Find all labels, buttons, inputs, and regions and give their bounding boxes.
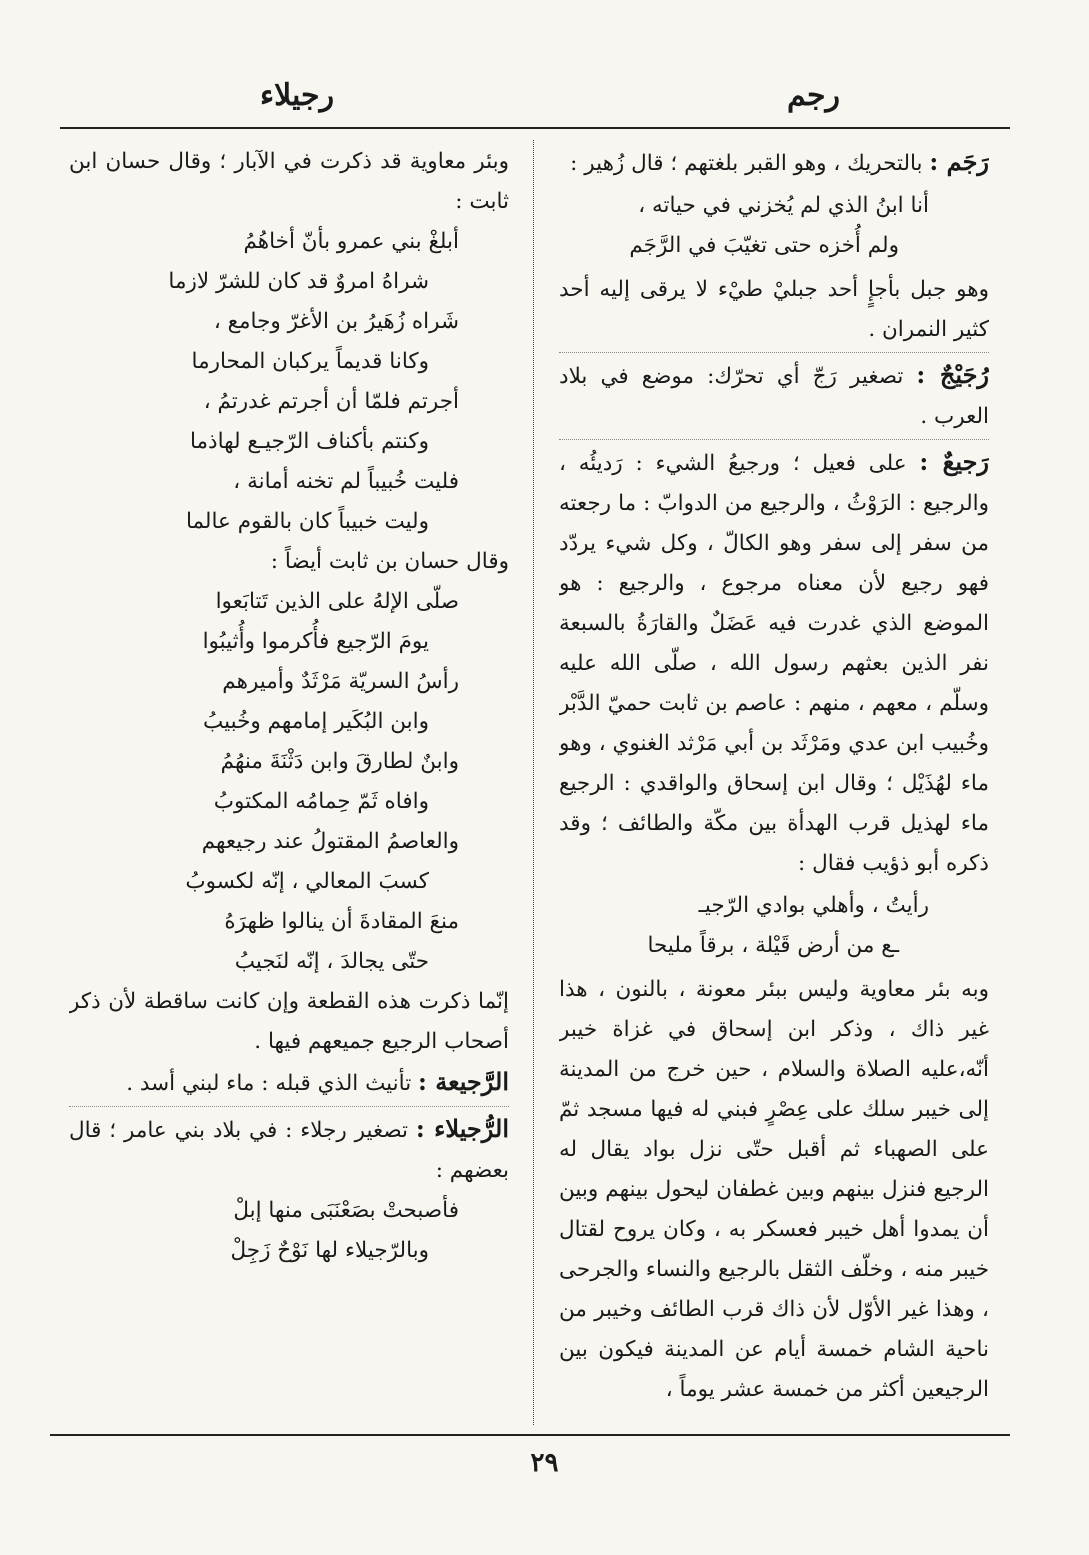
verse-line: أنا ابنُ الذي لم يُخزني في حياته ، <box>638 193 929 218</box>
verse-line: رأيتُ ، وأهلي بوادي الرّجيـ <box>698 893 929 918</box>
headword: الرُّجيلاء : <box>415 1114 509 1143</box>
entry-rajam <box>559 142 989 350</box>
verse-line: شَراه زُهَيرُ بن الأغرّ وجامع ، <box>213 309 459 334</box>
left-column <box>69 142 509 1427</box>
verse-line: وافاه ثَمّ حِمامُه المكتوبُ <box>213 789 429 814</box>
verse <box>69 1191 509 1271</box>
entry-rajeea <box>69 1062 509 1104</box>
verse-line: ولم أُخزه حتى تغيّبَ في الرَّجَم <box>629 233 899 258</box>
verse-line: حتّى يجالدَ ، إنّه لنَجيبُ <box>234 949 429 974</box>
verse-line: وابنٌ لطارقَ وابن دَثْنَةَ منهُمُ <box>220 749 459 774</box>
entry-rujaylaa <box>69 1106 509 1271</box>
page-number: ٢٩ <box>530 1448 559 1478</box>
verse-line: والعاصمُ المقتولُ عند رجيعهم <box>201 829 459 854</box>
verse-line: أجرتم فلمّا أن أجرتم غدرتمُ ، <box>203 389 459 414</box>
verse-line: وبالرّجيلاء لها نَوْحٌ زَجِلْ <box>230 1238 429 1263</box>
verse-line: رأسُ السريّة مَرْثَدٌ وأميرهم <box>222 669 459 694</box>
entry-text: وبه بئر معاوية وليس ببئر معونة ، بالنون ، هذا غير ذاك ، وذكر ابن إسحاق في غزاة خيبر أنّه،عليه الصلاة والسلام ، حين خرج من المدينة إلى خيبر سلك على عِصْرٍ فبني له فيها مسجد ثمّ على الصهباء ثم أقبل حتّى نزل بواد يقال له الرجيع فنزل بينهم وبين غطفان ليحول بينهم وبين أن يمدوا أهل خيبر فعسكر به ، وكان يروح لقتال خيبر منه ، وخلّف الثقل بالرجيع والنساء والجرحى ، وهذا غير الأوّل لأن ذاك قرب الطائف وخيبر من ناحية الشام خمسة أيام عن المدينة فيكون بين الرجيعين أكثر من خمسة عشر يوماً ، <box>559 977 989 1402</box>
running-head-left: رجيلاء <box>260 78 335 113</box>
headword: الرَّجيعة : <box>418 1067 509 1096</box>
verse-line: فليت خُبيباً لم تخنه أمانة ، <box>233 469 459 494</box>
verse-line: صلّى الإلهُ على الذين تَتابَعوا <box>215 589 459 614</box>
headword: رُجَيْجٌ : <box>916 360 989 389</box>
intro-text: وقال حسان بن ثابت أيضاً : <box>270 549 509 574</box>
header-rule <box>60 127 1010 129</box>
verse-line: كسبَ المعالي ، إنّه لكسوبُ <box>185 869 429 894</box>
running-head-right: رجم <box>787 78 840 113</box>
poem-hassan-2 <box>69 582 509 982</box>
verse-line: وليت خبيباً كان بالقوم عالما <box>185 509 429 534</box>
editor-note: إنّما ذكرت هذه القطعة وإن كانت ساقطة لأن ذكر أصحاب الرجيع جميعهم فيها . <box>69 989 509 1054</box>
entry-text: تصغير رجلاء : في بلاد بني عامر ؛ قال بعضهم : <box>69 1118 509 1183</box>
verse-line: أبلغْ بني عمرو بأنّ أخاهُمُ <box>243 229 459 254</box>
footer-rule <box>50 1434 1010 1436</box>
entry-text: بالتحريك ، وهو القبر بلغتهم ؛ قال زُهير : <box>570 151 923 176</box>
verse-line: وكنتم بأكناف الرّجيـع لهاذما <box>189 429 429 454</box>
headword: رَجَم : <box>929 147 989 176</box>
intro-text: وبئر معاوية قد ذكرت في الآبار ؛ وقال حسان ابن ثابت : <box>69 149 509 214</box>
verse-line: منعَ المقادةَ أن ينالوا ظهرَهُ <box>224 909 459 934</box>
entry-text: على فعيل ؛ ورجيعُ الشيء : رَديئُه ، والرجيع : الرَوْثُ ، والرجيع من الدوابّ : ما رجعته من سفر إلى سفر وهو الكالّ ، وكل شيء يردّد فهو رجيع لأن معناه مرجوع ، والرجيع : هو الموضع الذي غدرت فيه عَضَلٌ والقارَةُ بالسبعة نفر الذين بعثهم رسول الله ، صلّى الله عليه وسلّم ، معهم ، منهم : عاصم بن ثابت حميّ الدَّبْر وخُبيب ابن عدي ومَرْثَد بن أبي مَرْثد الغنوي ، وهو ماء لهُذَيْل ؛ وقال ابن إسحاق والواقدي : الرجيع ماء لهذيل قرب الهدأة بين مكّة والطائف ؛ وقد ذكره أبو ذؤيب فقال : <box>559 451 989 876</box>
poem-hassan-1 <box>69 222 509 542</box>
entry-rajee <box>559 439 989 1410</box>
verse-line: وابن البُكَير إمامهم وخُبيبُ <box>203 709 429 734</box>
page-header <box>60 70 1010 120</box>
verse-line: يومَ الرّجيع فأُكرموا وأُثيبُوا <box>202 629 429 654</box>
verse-line: فأصبحتْ بصَعْنَبَى منها إبلْ <box>233 1198 459 1223</box>
verse-line: شراهُ امروٌ قد كان للشرّ لازما <box>168 269 429 294</box>
entry-text: تأنيث الذي قبله : ماء لبني أسد . <box>126 1071 412 1096</box>
entry-text: وهو جبل بأجإٍ أحد جبليْ طيْء لا يرقى إليه أحد كثير النمران . <box>559 277 989 342</box>
verse-line: وكانا قديماً يركبان المحارما <box>191 349 429 374</box>
verse <box>559 886 989 966</box>
entry-rujayj <box>559 352 989 437</box>
verse <box>559 186 989 266</box>
verse-line: ـع من أرض قَيْلة ، برقاً مليحا <box>647 933 899 958</box>
entry-text: تصغير رَجّ أي تحرّك: موضع في بلاد العرب . <box>559 364 989 429</box>
column-divider <box>533 140 534 1425</box>
right-column <box>559 142 989 1427</box>
headword: رَجيعٌ : <box>919 447 989 476</box>
